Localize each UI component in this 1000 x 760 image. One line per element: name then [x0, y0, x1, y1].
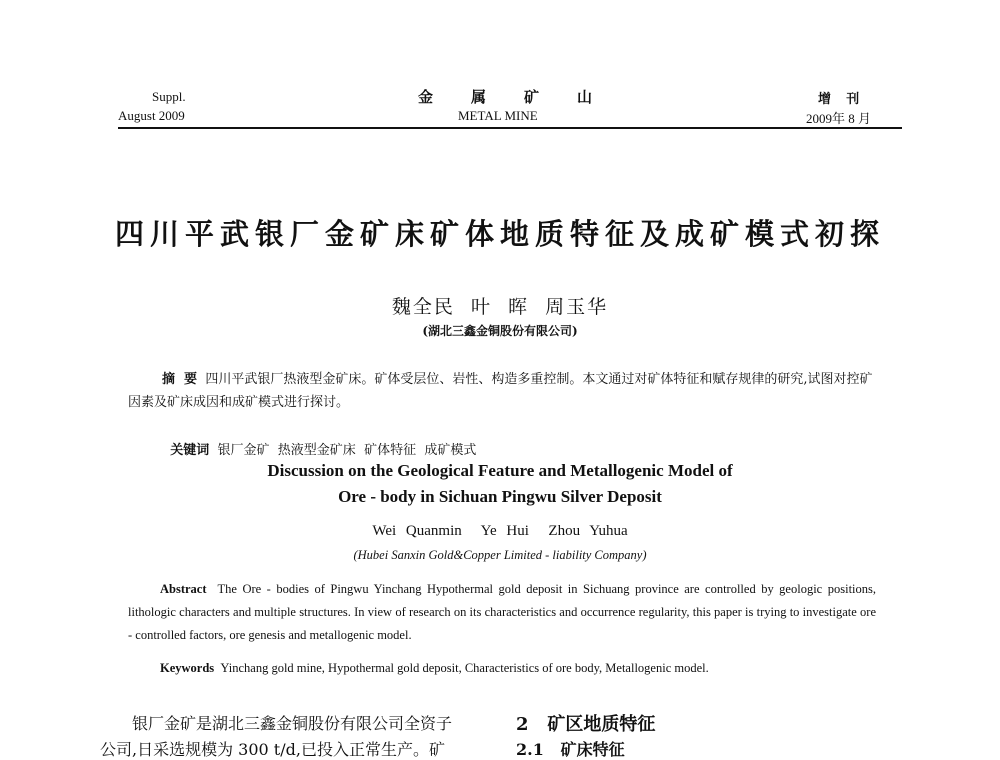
abstract-cn-text: 四川平武银厂热液型金矿床。矿体受层位、岩性、构造多重控制。本文通过对矿体特征和赋存规律的研究,试图对控矿因素及矿床成因和成矿模式进行探讨。 [128, 372, 873, 410]
keywords-cn-text: 银厂金矿 热液型金矿床 矿体特征 成矿模式 [217, 443, 477, 458]
header-right-line1: 增 刊 [818, 91, 866, 106]
header-rule [118, 127, 902, 129]
subsection-number: 2.1 [516, 740, 544, 759]
subsection-heading [516, 737, 625, 760]
abstract-cn-label: 摘 要 [162, 372, 198, 387]
authors-cn: 魏全民 叶 晖 周玉华 [391, 296, 609, 318]
abstract-cn [128, 368, 878, 414]
header-left-line1: Suppl. [152, 89, 186, 104]
paper-title-en-line1: Discussion on the Geological Feature and Metallogenic Model of [267, 461, 733, 480]
keywords-en [160, 657, 709, 680]
header-right-line2: 2009年 8 月 [806, 111, 872, 126]
section-heading [516, 710, 655, 736]
affiliation-en: (Hubei Sanxin Gold&Copper Limited - liability Company) [353, 548, 647, 562]
paper-title-en-line2: Ore - body in Sichuan Pingwu Silver Deposit [338, 487, 662, 506]
section-title: 矿区地质特征 [547, 714, 656, 735]
keywords-en-text: Yinchang gold mine, Hypothermal gold deposit, Characteristics of ore body, Metallogenic model. [220, 661, 709, 675]
journal-name-cjk: 金属矿山 [418, 88, 631, 106]
keywords-en-label: Keywords [160, 661, 215, 675]
header-left-line2: August 2009 [118, 108, 185, 123]
section-number: 2 [516, 714, 529, 735]
journal-name-en: METAL MINE [458, 108, 538, 123]
authors-en: Wei Quanmin Ye Hui Zhou Yuhua [372, 523, 628, 539]
affiliation-cn: (湖北三鑫金铜股份有限公司) [422, 324, 578, 338]
body-left-line1: 银厂金矿是湖北三鑫金铜股份有限公司全资子 [132, 714, 453, 733]
abstract-en-label: Abstract [160, 582, 207, 596]
keywords-cn [162, 416, 476, 462]
subsection-title: 矿床特征 [560, 740, 625, 759]
keywords-cn-label: 关键词 [170, 443, 210, 458]
abstract-en-text: The Ore - bodies of Pingwu Yinchang Hypothermal gold deposit in Sichuang province are controlled by geologic positions, lithologic characters and multiple structures. In view of research on its characteristics and occurrence regularity, this paper is trying to investigate ore - controlled factors, ore genesis and metallogenic model. [128, 582, 876, 642]
body-left-line2: 公司,日采选规模为 300 t/d,已投入正常生产。矿 [100, 740, 445, 759]
abstract-en [128, 578, 876, 647]
paper-title-cn: 四川平武银厂金矿床矿体地质特征及成矿模式初探 [114, 217, 885, 251]
